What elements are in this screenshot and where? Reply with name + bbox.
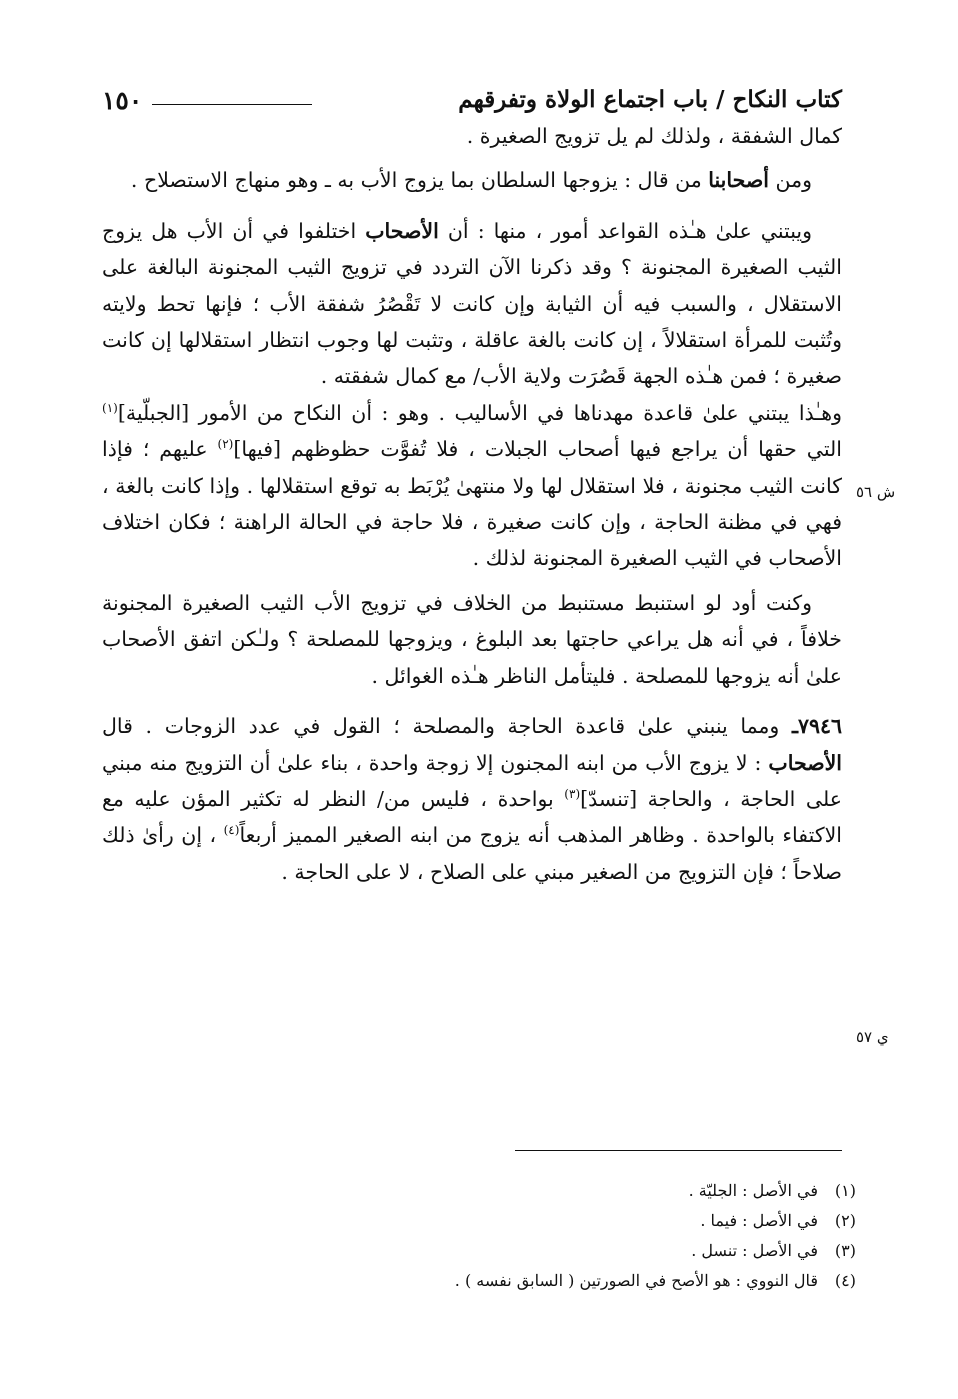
paragraph-2-bold: أصحابنا (708, 168, 769, 193)
paragraph-5 (102, 585, 842, 694)
footnote-2-text: في الأصل : فيما . (700, 1211, 818, 1230)
footnote-ref-1[interactable]: (١) (102, 401, 118, 416)
paragraph-5-text: وكنت أود لو استنبط مستنبط من الخلاف في تزويج الأب الثيب الصغيرة المجنونة خلافاً ، في أنه هل يراعي حاجتها بعد البلوغ ، ويزوجها للمصلحة ؟ ولـٰكن اتفق الأصحاب علىٰ أنه يزوجها للمصلحة . فليتأمل الناظر هـٰذه الغوائل . (102, 590, 842, 688)
paragraph-4-text-c: عليهم ؛ فإذا كانت الثيب مجنونة ، فلا استقلال لها ولا منتهىٰ يُرْبَط به توقع استقلالها . وإذا كانت بالغة ، فهي في مظنة الحاجة ، وإن كانت صغيرة ، فلا حاجة في الحالة الراهنة ؛ فكان اختلاف الأصحاب في الثيب الصغيرة المجنونة لذلك . (102, 437, 842, 571)
paragraph-2 (102, 162, 842, 198)
footnote-1-text: في الأصل : الجليّة . (688, 1181, 818, 1200)
paragraph-3-text-a: ويبتني علىٰ هـٰذه القواعد أمور ، منها : أن (438, 218, 813, 243)
paragraph-2-text-b: من قال : يزوجها السلطان بما يزوج الأب به ـ وهو منهاج الاستصلاح . (130, 168, 709, 193)
body-text (102, 118, 842, 890)
paragraph-4-text-a: وهـٰذا يبتني علىٰ قاعدة مهدناها في الأساليب . وهو : أن النكاح من الأمور [الجبلّية] (117, 400, 842, 425)
header-rule (152, 104, 312, 105)
paragraph-6-text-b: : لا يزوج الأب من ابنه المجنون إلا زوجة واحدة ، بناء علىٰ أن التزويج منه مبني على الحاجة ، والحاجة [تنسدّ] (102, 750, 842, 811)
footnote-2-number: (٢) (834, 1211, 856, 1230)
footnote-3-text: في الأصل : تنسل . (691, 1241, 818, 1260)
paragraph-3-text-b: اختلفوا في أن الأب هل يزوج الثيب الصغيرة المجنونة ؟ وقد ذكرنا الآن التردد في تزويج الثيب المجنونة البالغة على الاستقلال ، والسبب فيه أن الثيابة وإن كانت لا تَقْصُرُ شفقة الأب ؛ فإنها تحط ولايته وتُثبت للمرأة استقلالاً ، إن كانت بالغة عاقلة ، وتثبت لها وجوب انتظار استقلالها إن كانت صغيرة ؛ فمن هـٰذه الجهة قَصُرَت ولاية الأب/ مع كمال شفقته . (102, 218, 842, 389)
paragraph-6-text-a: ومما ينبني علىٰ قاعدة الحاجة والمصلحة ؛ القول في عدد الزوجات . قال (102, 714, 792, 739)
paragraph-4-text-b: التي حقها أن يراجع فيها أصحاب الجبلات ، فلا تُفوَّت حظوظهم [فيها] (233, 437, 842, 462)
footnote-1 (256, 1176, 856, 1206)
footnote-2 (256, 1206, 856, 1236)
footnote-ref-3[interactable]: (٣) (564, 787, 581, 802)
footnote-3 (256, 1236, 856, 1266)
paragraph-1-text: كمال الشفقة ، ولذلك لم يل تزويج الصغيرة . (466, 124, 842, 148)
header-title: كتاب النكاح / باب اجتماع الولاة وتفرقهم (458, 86, 842, 113)
paragraph-6-text-d: ، إن رأىٰ ذلك صلاحاً ؛ فإن التزويج من الصغير مبني على الصلاح ، لا على الحاجة . (102, 823, 842, 884)
footnote-4-number: (٤) (834, 1271, 856, 1290)
footnote-ref-4[interactable]: (٤) (223, 823, 240, 838)
margin-note-manuscript-1: ش ٥٦ (856, 483, 896, 501)
paragraph-1 (102, 118, 842, 154)
running-header (102, 78, 842, 118)
paragraph-6 (102, 708, 842, 890)
margin-note-manuscript-2: ي ٥٧ (856, 1028, 889, 1046)
paragraph-3 (102, 213, 842, 395)
footnotes (256, 1176, 856, 1296)
footnote-separator (515, 1150, 842, 1151)
paragraph-6-text-c: بواحدة ، فليس من/ النظر له تكثير المؤن عليه مع الاكتفاء بالواحدة . وظاهر المذهب أنه يزوج من ابنه الصغير المميز أربعاً (102, 786, 842, 848)
paragraph-4 (102, 395, 842, 577)
footnote-1-number: (١) (834, 1181, 856, 1200)
footnote-4-text: قال النووي : هو الأصح في الصورتين ( السابق نفسه ) . (454, 1271, 818, 1290)
footnote-ref-2[interactable]: (٢) (217, 437, 234, 452)
page-number: ١٥٠ (102, 86, 143, 115)
section-number: ٧٩٤٦ـ (791, 714, 842, 739)
paragraph-3-bold: الأصحاب (365, 218, 439, 243)
footnote-3-number: (٣) (834, 1241, 856, 1260)
footnote-4 (256, 1266, 856, 1296)
paragraph-2-text-a: ومن (768, 168, 812, 193)
paragraph-6-bold: الأصحاب (768, 750, 842, 775)
page (102, 78, 842, 890)
